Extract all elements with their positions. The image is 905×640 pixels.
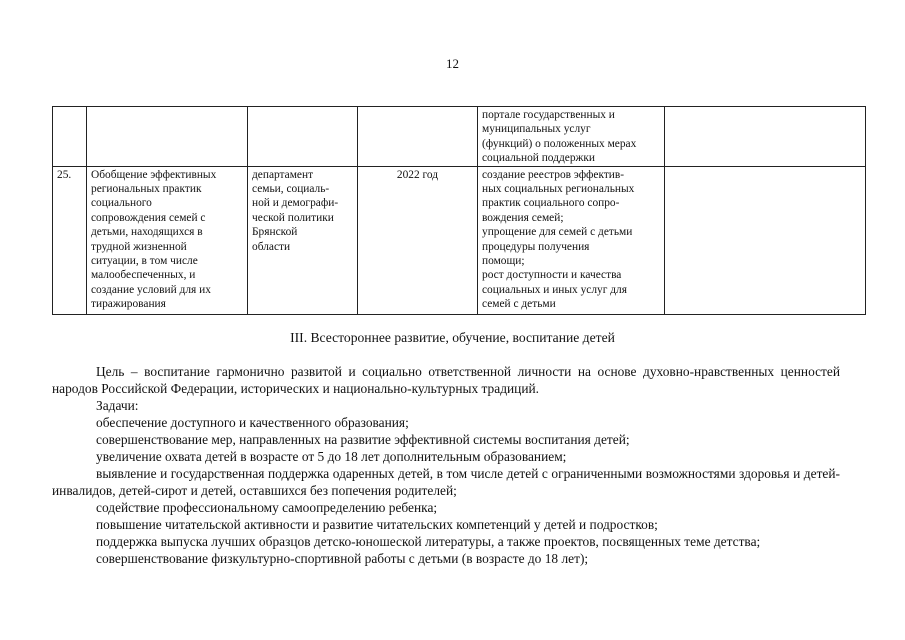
task-item: выявление и государственная поддержка одаренных детей, в том числе детей с ограниченными возможностями здоровья и детей-инвалидов, детей-сирот и детей, оставшихся без попечения родителей;: [52, 466, 840, 498]
cell-line: социальных и иных услуг для: [482, 283, 627, 296]
cell-line: департамент: [252, 168, 314, 181]
cell-line: процедуры получения: [482, 240, 590, 253]
task-item: повышение читательской активности и развитие читательских компетенций у детей и подростков;: [96, 517, 658, 532]
cell-line: (функций) о положенных мерах: [482, 137, 637, 150]
cell-term: 2022 год: [358, 166, 478, 314]
cell-line: малообеспеченных, и: [91, 269, 196, 282]
cell-line: вождения семей;: [482, 211, 564, 224]
table-row-continuation: [53, 107, 866, 167]
cell-line: помощи;: [482, 255, 525, 268]
cell-line: области: [252, 240, 291, 253]
task-item: увеличение охвата детей в возрасте от 5 до 18 лет дополнительным образованием;: [96, 449, 567, 464]
goal-paragraph: Цель – воспитание гармонично развитой и социально ответственной личности на основе духовно-нравственных ценностей народов Российской Федерации, исторических и национально-культурных традиций.: [52, 364, 840, 396]
cell-line: практик социального сопро-: [482, 197, 620, 210]
cell-line: муниципальных услуг: [482, 123, 591, 136]
cell-line: рост доступности и качества: [482, 269, 622, 282]
cell-extra: [665, 107, 866, 167]
task-item: обеспечение доступного и качественного образования;: [96, 415, 409, 430]
cell-line: ситуации, в том числе: [91, 255, 198, 268]
cell-line: создание условий для их: [91, 283, 211, 296]
cell-line: тиражирования: [91, 298, 166, 311]
cell-activity: [87, 166, 248, 314]
cell-line: ческой политики: [252, 211, 334, 224]
table-row-25: [53, 166, 866, 314]
cell-line: социального: [91, 197, 152, 210]
page-number: 12: [446, 56, 459, 71]
cell-term: [358, 107, 478, 167]
cell-result: [478, 166, 665, 314]
task-item: содействие профессиональному самоопределению ребенка;: [96, 500, 438, 515]
task-item: поддержка выпуска лучших образцов детско-юношеской литературы, а также проектов, посвященных теме детства;: [96, 534, 761, 549]
cell-activity: [87, 107, 248, 167]
cell-line: сопровождения семей с: [91, 211, 206, 224]
task-item: совершенствование мер, направленных на развитие эффективной системы воспитания детей;: [96, 432, 630, 447]
cell-executor: [248, 107, 358, 167]
cell-number: [53, 107, 87, 167]
cell-line: создание реестров эффектив-: [482, 168, 625, 181]
cell-line: социальной поддержки: [482, 152, 596, 165]
tasks-label: Задачи:: [96, 398, 139, 413]
cell-line: ных социальных региональных: [482, 183, 635, 196]
cell-extra: [665, 166, 866, 314]
cell-line: семей с детьми: [482, 298, 556, 311]
cell-line: портале государственных и: [482, 109, 615, 121]
cell-line: Брянской: [252, 226, 298, 239]
cell-line: семьи, социаль-: [252, 183, 330, 196]
cell-line: региональных практик: [91, 183, 202, 196]
section-heading: III. Всестороннее развитие, обучение, воспитание детей: [290, 330, 615, 345]
cell-line: трудной жизненной: [91, 240, 187, 253]
task-item: совершенствование физкультурно-спортивной работы с детьми (в возрасте до 18 лет);: [96, 551, 589, 566]
cell-line: Обобщение эффективных: [91, 168, 217, 181]
cell-line: ной и демографи-: [252, 197, 339, 210]
plan-table: [52, 106, 866, 315]
section-body: [52, 363, 840, 567]
cell-number: 25.: [53, 166, 87, 314]
cell-result: [478, 107, 665, 167]
cell-executor: [248, 166, 358, 314]
cell-line: детьми, находящихся в: [91, 226, 203, 239]
cell-line: упрощение для семей с детьми: [482, 226, 633, 239]
